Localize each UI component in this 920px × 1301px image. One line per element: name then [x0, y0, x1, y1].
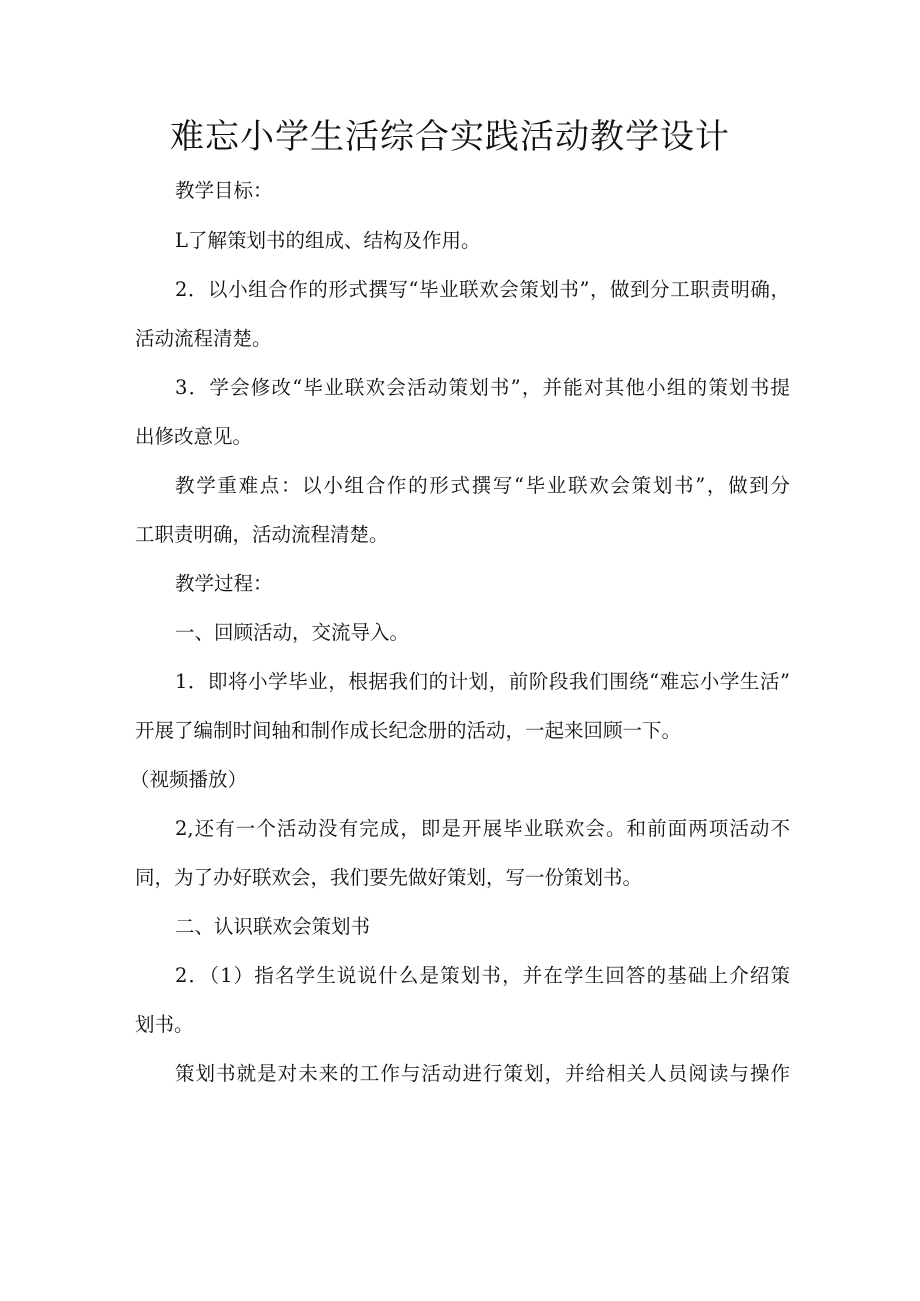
goal-item-2-continuation: 活动流程清楚。 [135, 327, 272, 350]
process-paragraph-3: 2．（1）指名学生说说什么是策划书，并在学生回答的基础上介绍策 [175, 964, 790, 987]
definition-paragraph: 策划书就是对未来的工作与活动进行策划，并给相关人员阅读与操作 [175, 1062, 790, 1085]
process-paragraph-3-continuation: 划书。 [135, 1013, 194, 1036]
key-difficulty: 教学重难点：以小组合作的形式撰写“毕业联欢会策划书”，做到分 [175, 474, 790, 497]
goal-item-2: 2．以小组合作的形式撰写“毕业联欢会策划书”，做到分工职责明确， [175, 278, 790, 301]
section-heading-goals: 教学目标： [175, 179, 273, 202]
section-heading-process: 教学过程： [175, 572, 273, 595]
goal-item-1: L了解策划书的组成、结构及作用。 [175, 229, 481, 252]
process-paragraph-1-continuation: 开展了编制时间轴和制作成长纪念册的活动，一起来回顾一下。 [135, 719, 682, 742]
video-play-note: （视频播放） [130, 768, 248, 791]
document-title: 难忘小学生活综合实践活动教学设计 [170, 117, 730, 157]
goal-item-3-continuation: 出修改意见。 [135, 425, 253, 448]
process-paragraph-2-continuation: 同，为了办好联欢会，我们要先做好策划，写一份策划书。 [135, 866, 643, 889]
key-difficulty-continuation: 工职责明确，活动流程清楚。 [135, 523, 389, 546]
goal-item-3: 3．学会修改“毕业联欢会活动策划书”，并能对其他小组的策划书提 [175, 376, 790, 399]
process-step-2-heading: 二、认识联欢会策划书 [175, 915, 371, 938]
process-step-1-heading: 一、回顾活动，交流导入。 [175, 621, 410, 644]
process-paragraph-2: 2,还有一个活动没有完成，即是开展毕业联欢会。和前面两项活动不 [175, 817, 790, 840]
process-paragraph-1: 1．即将小学毕业，根据我们的计划，前阶段我们围绕“难忘小学生活” [175, 670, 790, 693]
